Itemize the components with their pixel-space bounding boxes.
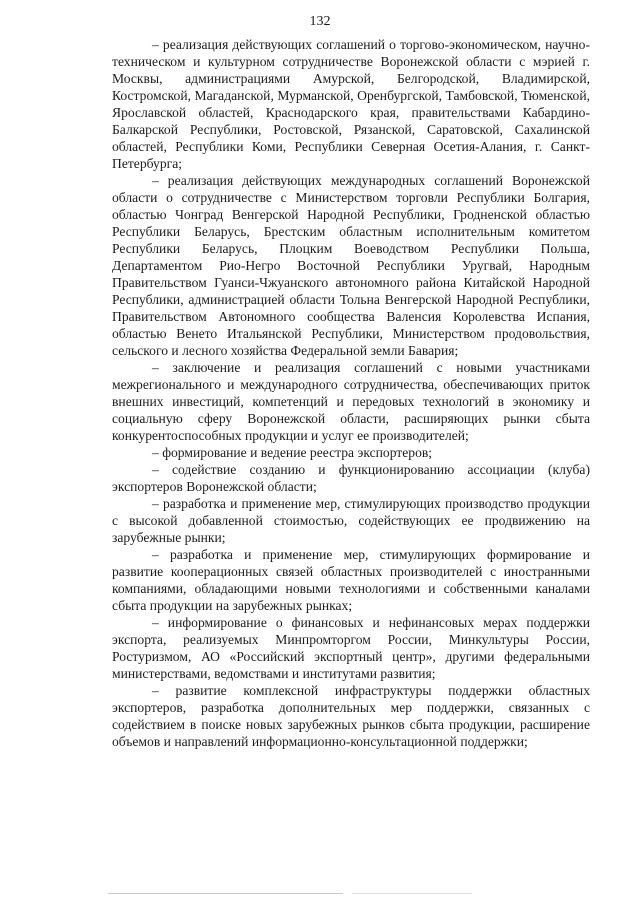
scan-edge-line xyxy=(352,893,472,894)
paragraph-support-information: – информирование о финансовых и нефинансовых мерах поддержки экспорта, реализуемых Минпромторгом России, Минкультуры России, Ростуризмом, АО «Российский экспортный центр», другими федеральными министерствами, ведомствами и институтами развития; xyxy=(112,615,590,681)
document-body xyxy=(112,36,590,750)
paragraph-exporters-association: – содействие созданию и функционированию ассоциации (клуба) экспортеров Воронежской области; xyxy=(112,462,590,494)
paragraph-value-added-measures: – разработка и применение мер, стимулирующих производство продукции с высокой добавленной стоимостью, содействующих ее продвижению на зарубежные рынки; xyxy=(112,496,590,545)
paragraph-infrastructure-development: – развитие комплексной инфраструктуры поддержки областных экспортеров, разработка дополнительных мер поддержки, связанных с содействием в поиске новых зарубежных рынков сбыта продукции, расширение объемов и направлений информационно-консультационной поддержки; xyxy=(112,683,590,749)
page-number: 132 xyxy=(309,14,331,29)
paragraph-cooperation-measures: – разработка и применение мер, стимулирующих формирование и развитие кооперационных связей областных производителей с иностранными компаниями, обладающими новыми технологиями и собственными каналами сбыта продукции на зарубежных рынках; xyxy=(112,547,590,613)
scan-edge-line xyxy=(108,893,343,894)
paragraph-international-agreements: – реализация действующих международных соглашений Воронежской области о сотрудничестве с Министерством торговли Республики Болгария, областью Чонград Венгерской Народной Республики, Гродненской областью Республики Беларусь, Брестским областным исполнительным комитетом Республики Беларусь, Плоцким Воеводством Республики Польша, Департаментом Рио-Негро Восточной Республики Уругвай, Народным Правительством Гуанси-Чжуанского автономного района Китайской Народной Республики, администрацией области Тольна Венгерской Народной Республики, Правительством Автономного сообщества Валенсия Королевства Испания, областью Венето Итальянской Республики, Министерством продовольствия, сельского и лесного хозяйства Федеральной земли Бавария; xyxy=(112,173,590,358)
paragraph-new-agreements: – заключение и реализация соглашений с новыми участниками межрегионального и международного сотрудничества, обеспечивающих приток внешних инвестиций, компетенций и передовых технологий в экономику и социальную сферу Воронежской области, расширяющих рынки сбыта конкурентоспособных продукции и услуг ее производителей; xyxy=(112,360,590,443)
paragraph-regional-agreements: – реализация действующих соглашений о торгово-экономическом, научно-техническом и культурном сотрудничестве Воронежской области с мэрией г. Москвы, администрациями Амурской, Белгородской, Владимирской, Костромской, Магаданской, Мурманской, Оренбургской, Тамбовской, Тюменской, Ярославской областей, Краснодарского края, правительствами Кабардино-Балкарской Республики, Ростовской, Рязанской, Саратовской, Сахалинской областей, Республики Коми, Республики Северная Осетия-Алания, г. Санкт-Петербурга; xyxy=(112,37,590,171)
paragraph-exporters-register: – формирование и ведение реестра экспортеров; xyxy=(152,445,433,460)
